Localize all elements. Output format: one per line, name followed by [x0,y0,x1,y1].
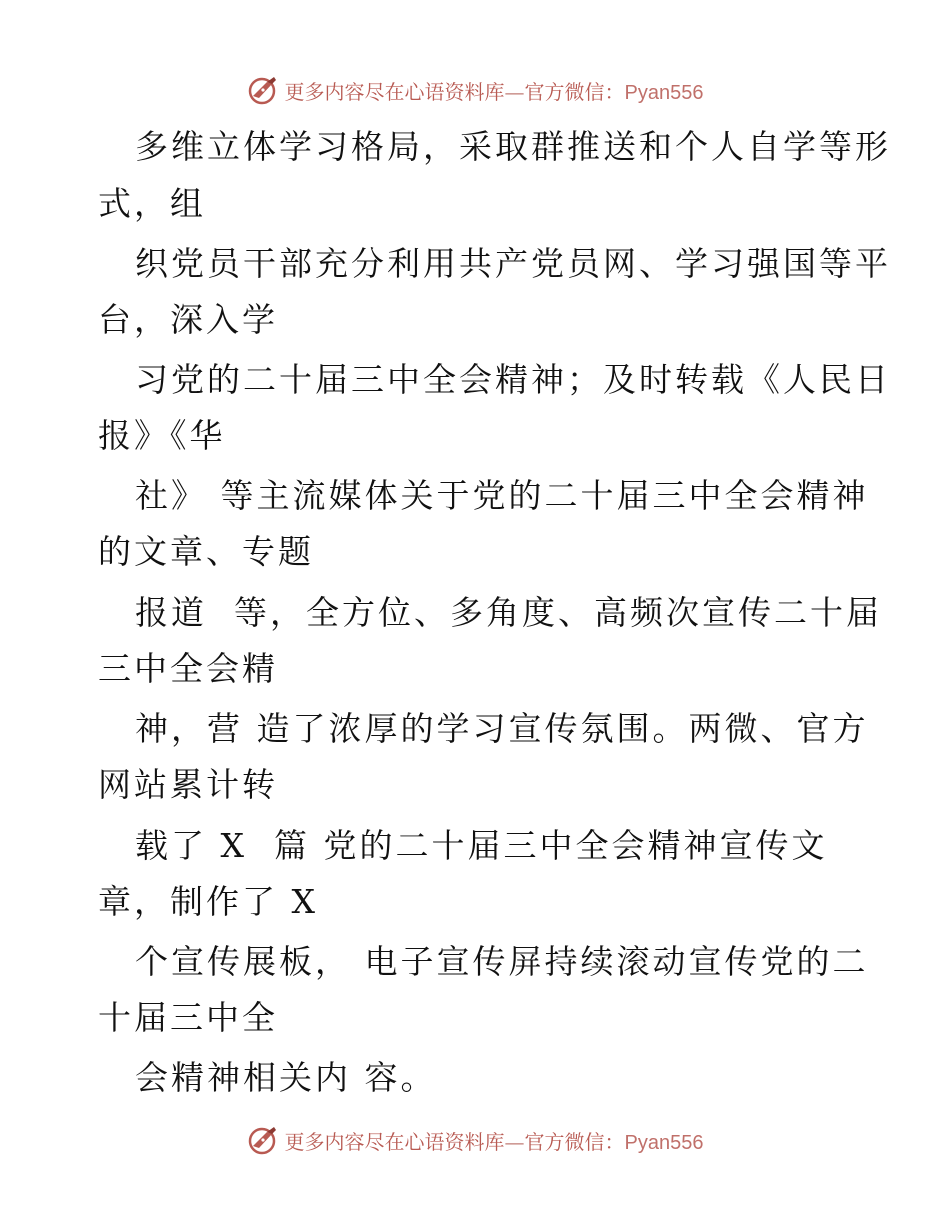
body-line: 三中全会精 [98,649,278,688]
body-line: 章，制作了 X [98,882,318,921]
body-line: 的文章、专题 [98,532,314,571]
header-watermark [0,70,950,110]
body-line: 习党的二十届三中全会精神；及时转载《人民日 [135,360,891,399]
body-line: 载了 X 篇 党的二十届三中全会精神宣传文 [135,826,828,865]
body-line: 台，深入学 [98,300,278,339]
pen-nib-logo-icon [247,1124,279,1156]
footer-watermark [0,1120,950,1160]
watermark-contact-label: 官方微信： [524,1129,625,1154]
watermark-separator: — [504,1129,525,1154]
pen-nib-logo-icon [247,74,279,106]
watermark-main-text: 更多内容尽在心语资料库 [284,79,505,104]
watermark-contact-id: Pyan556 [624,81,704,104]
body-line: 报道 等，全方位、多角度、高频次宣传二十届 [135,593,882,632]
body-line: 十届三中全 [98,998,278,1037]
watermark-separator: — [504,79,525,104]
watermark-main-text: 更多内容尽在心语资料库 [284,1129,505,1154]
body-line: 网站累计转 [98,765,278,804]
body-line: 会精神相关内 容。 [135,1058,437,1097]
body-line: 个宣传展板， 电子宣传屏持续滚动宣传党的二 [135,942,869,981]
watermark-text [285,1126,704,1155]
watermark-contact-label: 官方微信： [524,79,625,104]
body-line: 织党员干部充分利用共产党员网、学习强国等平 [135,244,891,283]
body-line: 社》 等主流媒体关于党的二十届三中全会精神 [135,476,869,515]
body-line: 式，组 [98,184,206,223]
watermark-text [285,76,704,105]
body-line: 神，营 造了浓厚的学习宣传氛围。两微、官方 [135,709,869,748]
body-line: 报》《华 [98,416,226,455]
body-line: 多维立体学习格局，采取群推送和个人自学等形 [135,127,891,166]
watermark-contact-id: Pyan556 [624,1131,704,1154]
